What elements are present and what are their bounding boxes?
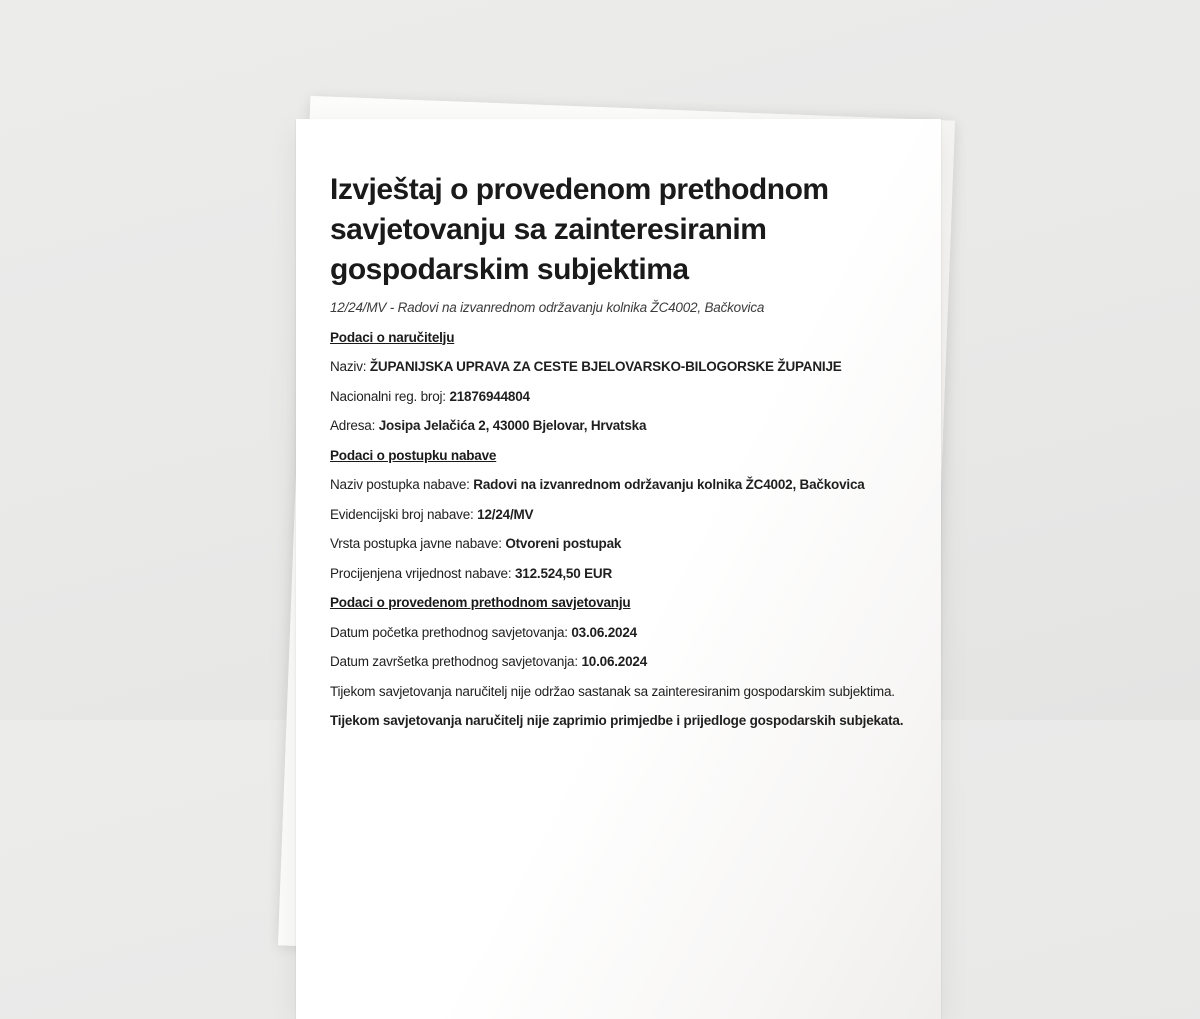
field-datum-pocetka-value: 03.06.2024 <box>571 624 637 640</box>
paragraph-no-comments: Tijekom savjetovanja naručitelj nije zaprimio primjedbe i prijedloge gospodarskih subjekata. <box>330 713 904 728</box>
field-datum-zavrsetka-value: 10.06.2024 <box>581 654 648 669</box>
field-naziv-postupka-nabave-label: Naziv postupka nabave: <box>330 477 470 492</box>
field-procijenjena-vrijednost-value: 312.524,50 EUR <box>514 565 613 581</box>
title-line-2: savjetovanju sa zainteresiranim <box>330 213 767 246</box>
field-procijenjena-vrijednost-label: Procijenjena vrijednost nabave: <box>330 565 512 581</box>
field-datum-pocetka-label: Datum početka prethodnog savjetovanja: <box>330 624 568 640</box>
field-datum-pocetka <box>330 624 907 642</box>
field-vrsta-postupka-value: Otvoreni postupak <box>505 536 622 551</box>
field-adresa <box>330 417 907 435</box>
field-nacionalni-reg-broj <box>330 388 907 406</box>
field-vrsta-postupka <box>330 535 907 553</box>
heading-podaci-o-narucitelju: Podaci o naručitelju <box>330 329 455 345</box>
field-adresa-label: Adresa: <box>330 418 376 433</box>
paragraph-no-meeting: Tijekom savjetovanja naručitelj nije održao sastanak sa zainteresiranim gospodarskim subjektima. <box>330 683 895 699</box>
field-naziv-postupka-nabave-value: Radovi na izvanrednom održavanju kolnika ŽC4002, Bačkovica <box>473 477 865 492</box>
field-procijenjena-vrijednost <box>330 565 907 583</box>
field-nacionalni-reg-broj-value: 21876944804 <box>449 388 530 404</box>
document-subtitle: 12/24/MV - Radovi na izvanrednom održavanju kolnika ŽC4002, Bačkovica <box>330 300 765 315</box>
field-adresa-value: Josipa Jelačića 2, 43000 Bjelovar, Hrvatska <box>378 418 647 433</box>
field-naziv-postupka-nabave <box>330 476 907 494</box>
title-line-1: Izvještaj o provedenom prethodnom <box>330 173 829 206</box>
field-datum-zavrsetka-label: Datum završetka prethodnog savjetovanja: <box>330 654 578 669</box>
field-naziv <box>330 358 907 376</box>
field-naziv-label: Naziv: <box>330 359 367 374</box>
heading-podaci-o-postupku-nabave: Podaci o postupku nabave <box>330 447 497 463</box>
heading-podaci-o-savjetovanju: Podaci o provedenom prethodnom savjetovanju <box>330 595 631 610</box>
field-naziv-value: ŽUPANIJSKA UPRAVA ZA CESTE BJELOVARSKO-BILOGORSKE ŽUPANIJE <box>369 359 842 374</box>
field-evidencijski-broj-value: 12/24/MV <box>477 506 534 522</box>
field-datum-zavrsetka <box>330 653 907 671</box>
title-line-3: gospodarskim subjektima <box>330 253 689 286</box>
field-evidencijski-broj-label: Evidencijski broj nabave: <box>330 506 474 522</box>
field-evidencijski-broj <box>330 506 907 524</box>
document-page <box>296 119 941 1019</box>
field-vrsta-postupka-label: Vrsta postupka javne nabave: <box>330 536 502 551</box>
field-nacionalni-reg-broj-label: Nacionalni reg. broj: <box>330 388 446 404</box>
document-title <box>330 170 907 290</box>
